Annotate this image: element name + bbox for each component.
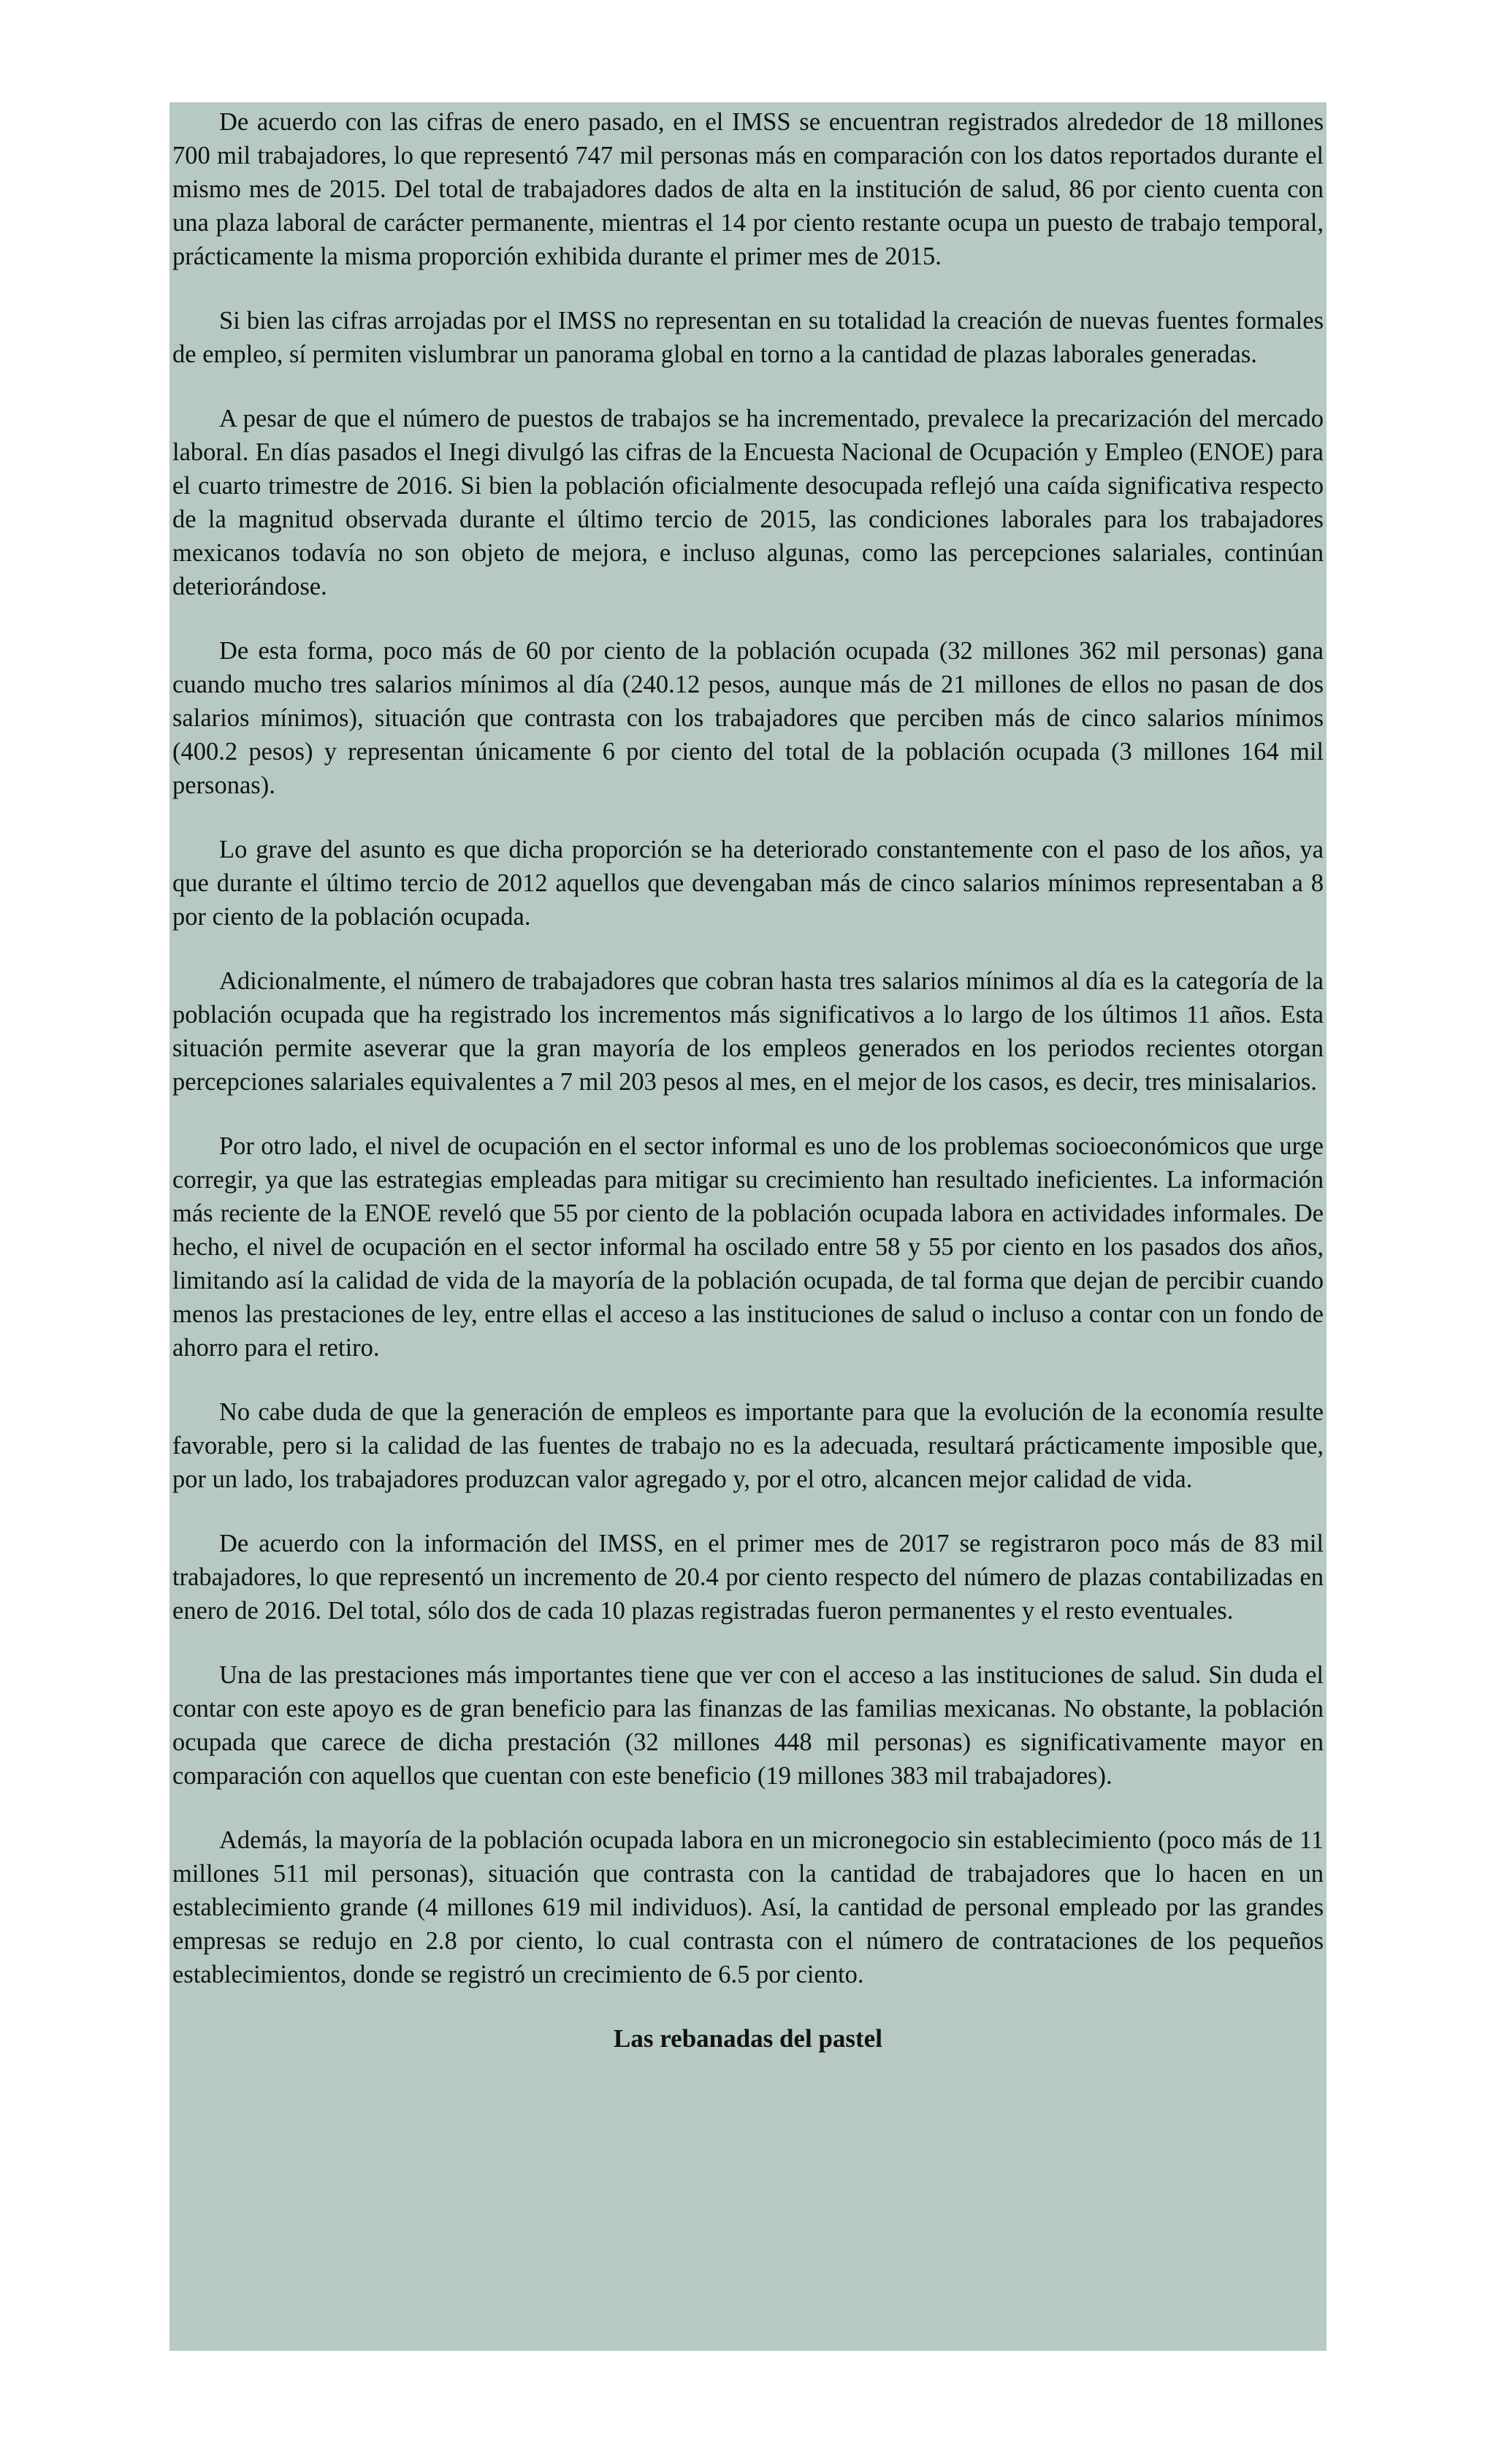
article-text-panel <box>169 102 1327 2351</box>
paragraph-7: Por otro lado, el nivel de ocupación en el sector informal es uno de los problemas socioeconómicos que urge corregir, ya que las estrategias empleadas para mitigar su crecimiento han resultado ineficientes. La información más reciente de la ENOE reveló que 55 por ciento de la población ocupada labora en actividades informales. De hecho, el nivel de ocupación en el sector informal ha oscilado entre 58 y 55 por ciento en los pasados dos años, limitando así la calidad de vida de la mayoría de la población ocupada, de tal forma que dejan de percibir cuando menos las prestaciones de ley, entre ellas el acceso a las instituciones de salud o incluso a contar con un fondo de ahorro para el retiro. <box>172 1132 1324 1362</box>
paragraph-10: Una de las prestaciones más importantes tiene que ver con el acceso a las instituciones de salud. Sin duda el contar con este apoyo es de gran beneficio para las finanzas de las familias mexicanas. No obstante, la población ocupada que carece de dicha prestación (32 millones 448 mil personas) es significativamente mayor en comparación con aquellos que cuentan con este beneficio (19 millones 383 mil trabajadores). <box>172 1661 1324 1790</box>
paragraph-11: Además, la mayoría de la población ocupada labora en un micronegocio sin establecimiento (poco más de 11 millones 511 mil personas), situación que contrasta con la cantidad de trabajadores que lo hacen en un establecimiento grande (4 millones 619 mil individuos). Así, la cantidad de personal empleado por las grandes empresas se redujo en 2.8 por ciento, lo cual contrasta con el número de contrataciones de los pequeños establecimientos, donde se registró un crecimiento de 6.5 por ciento. <box>172 1826 1324 1988</box>
paragraph-8: No cabe duda de que la generación de empleos es importante para que la evolución de la economía resulte favorable, pero si la calidad de las fuentes de trabajo no es la adecuada, resultará prácticamente imposible que, por un lado, los trabajadores produzcan valor agregado y, por el otro, alcancen mejor calidad de vida. <box>172 1398 1324 1493</box>
paragraph-9: De acuerdo con la información del IMSS, en el primer mes de 2017 se registraron poco más de 83 mil trabajadores, lo que representó un incremento de 20.4 por ciento respecto del número de plazas contabilizadas en enero de 2016. Del total, sólo dos de cada 10 plazas registradas fueron permanentes y el resto eventuales. <box>172 1530 1324 1625</box>
paragraph-4: De esta forma, poco más de 60 por ciento de la población ocupada (32 millones 362 mil personas) gana cuando mucho tres salarios mínimos al día (240.12 pesos, aunque más de 21 millones de ellos no pasan de dos salarios mínimos), situación que contrasta con los trabajadores que perciben más de cinco salarios mínimos (400.2 pesos) y representan únicamente 6 por ciento del total de la población ocupada (3 millones 164 mil personas). <box>172 637 1324 799</box>
paragraph-3: A pesar de que el número de puestos de trabajos se ha incrementado, prevalece la precarización del mercado laboral. En días pasados el Inegi divulgó las cifras de la Encuesta Nacional de Ocupación y Empleo (ENOE) para el cuarto trimestre de 2016. Si bien la población oficialmente desocupada reflejó una caída significativa respecto de la magnitud observada durante el último tercio de 2015, las condiciones laborales para los trabajadores mexicanos todavía no son objeto de mejora, e incluso algunas, como las percepciones salariales, continúan deteriorándose. <box>172 405 1324 600</box>
paragraph-1: De acuerdo con las cifras de enero pasado, en el IMSS se encuentran registrados alrededor de 18 millones 700 mil trabajadores, lo que representó 747 mil personas más en comparación con los datos reportados durante el mismo mes de 2015. Del total de trabajadores dados de alta en la institución de salud, 86 por ciento cuenta con una plaza laboral de carácter permanente, mientras el 14 por ciento restante ocupa un puesto de trabajo temporal, prácticamente la misma proporción exhibida durante el primer mes de 2015. <box>172 108 1324 270</box>
paragraph-2: Si bien las cifras arrojadas por el IMSS no representan en su totalidad la creación de nuevas fuentes formales de empleo, sí permiten vislumbrar un panorama global en torno a la cantidad de plazas laborales generadas. <box>172 307 1324 368</box>
section-heading: Las rebanadas del pastel <box>614 2024 882 2053</box>
paragraph-6: Adicionalmente, el número de trabajadores que cobran hasta tres salarios mínimos al día es la categoría de la población ocupada que ha registrado los incrementos más significativos a lo largo de los últimos 11 años. Esta situación permite aseverar que la gran mayoría de los empleos generados en los periodos recientes otorgan percepciones salariales equivalentes a 7 mil 203 pesos al mes, en el mejor de los casos, es decir, tres minisalarios. <box>172 967 1324 1096</box>
paragraph-5: Lo grave del asunto es que dicha proporción se ha deteriorado constantemente con el paso de los años, ya que durante el último tercio de 2012 aquellos que devengaban más de cinco salarios mínimos representaban a 8 por ciento de la población ocupada. <box>172 836 1324 931</box>
